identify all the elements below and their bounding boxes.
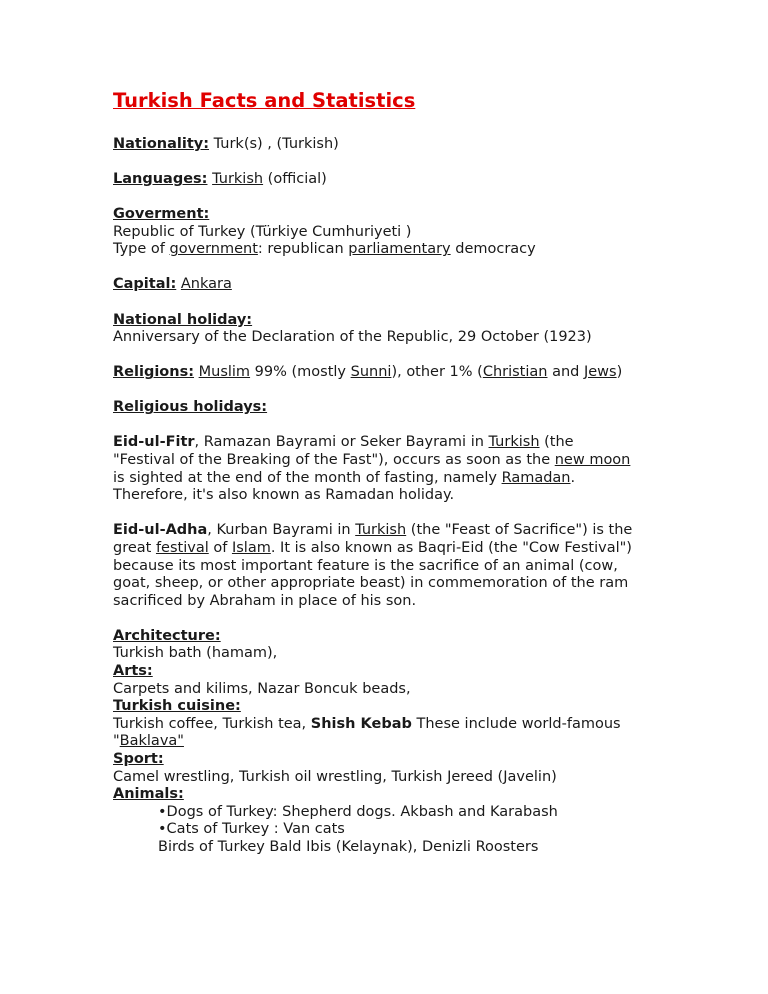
capital-label: Capital: [113, 276, 177, 293]
shish-kebab: Shish Kebab [310, 715, 412, 732]
new-moon-link[interactable]: new moon [554, 452, 631, 469]
animals-label: Animals: [113, 786, 184, 803]
religions-section [113, 364, 713, 382]
eid-fitr-text: "Festival of the Breaking of the Fast"), occurs as soon as the [113, 452, 555, 469]
eid-fitr-paragraph [113, 434, 713, 504]
muslim-link[interactable]: Muslim [198, 364, 251, 381]
eid-adha-name: Eid-ul-Adha [113, 522, 208, 539]
eid-adha-line-2 [113, 540, 713, 558]
languages-section [113, 171, 713, 189]
ramadan-link[interactable]: Ramadan [501, 469, 571, 486]
eid-fitr-line-3 [113, 470, 713, 488]
religions-label: Religions: [113, 364, 195, 381]
eid-adha-text: , Kurban Bayrami in [207, 522, 356, 539]
nationality-section [113, 136, 713, 154]
government-line-2 [113, 241, 713, 259]
languages-label: Languages: [113, 171, 208, 188]
eid-adha-paragraph [113, 522, 713, 610]
turkish-link[interactable]: Turkish [212, 171, 264, 188]
cuisine-label: Turkish cuisine: [113, 698, 241, 715]
eid-fitr-turkish-link[interactable]: Turkish [488, 434, 540, 451]
eid-adha-text: (the "Feast of Sacrifice") is the [406, 522, 633, 539]
cuisine-quote: " [113, 733, 120, 750]
religions-text-2: ), other 1% ( [391, 364, 483, 381]
document-body [113, 88, 713, 857]
religious-holidays-label: Religious holidays: [113, 399, 268, 416]
eid-fitr-line-2 [113, 452, 713, 470]
architecture-label: Architecture: [113, 627, 221, 644]
sunni-link[interactable]: Sunni [350, 364, 392, 381]
ankara-link[interactable]: Ankara [180, 276, 232, 293]
jews-link[interactable]: Jews [583, 364, 617, 381]
government-label: Goverment: [113, 206, 210, 223]
national-holiday-label: National holiday: [113, 311, 253, 328]
nationality-value: Turk(s) , (Turkish) [209, 136, 339, 152]
eid-adha-turkish-link[interactable]: Turkish [355, 522, 407, 539]
eid-adha-text: of [208, 539, 232, 556]
arts-label: Arts: [113, 662, 153, 679]
national-holiday-section [113, 312, 713, 347]
government-text-a: Type of [113, 241, 170, 258]
eid-adha-text: great [113, 539, 156, 556]
architecture-text: Turkish bath (hamam), [113, 645, 278, 662]
eid-fitr-line-4: Therefore, it's also known as Ramadan holiday. [113, 487, 455, 504]
religions-text-4: ) [616, 364, 623, 381]
religious-holidays-section [113, 399, 713, 417]
list-item: Birds of Turkey Bald Ibis (Kelaynak), Denizli Roosters [158, 838, 539, 855]
cuisine-line-2 [113, 733, 713, 751]
christian-link[interactable]: Christian [482, 364, 548, 381]
government-section [113, 206, 713, 259]
capital-section [113, 276, 713, 294]
eid-fitr-line-1 [113, 434, 713, 452]
eid-fitr-name: Eid-ul-Fitr [113, 434, 195, 451]
parliamentary-link[interactable]: parliamentary [348, 241, 451, 258]
list-item: •Dogs of Turkey: Shepherd dogs. Akbash and Karabash [158, 803, 558, 820]
eid-fitr-text: . [570, 469, 576, 486]
eid-adha-text: . It is also known as Baqri-Eid (the "Cow Festival") [270, 539, 632, 556]
arts-section [113, 663, 713, 698]
sport-label: Sport: [113, 750, 164, 767]
cuisine-text: These include world-famous [411, 715, 621, 732]
arts-text: Carpets and kilims, Nazar Boncuk beads, [113, 680, 411, 697]
government-line-1: Republic of Turkey (Türkiye Cumhuriyeti ) [113, 223, 412, 240]
eid-fitr-text: (the [539, 434, 574, 451]
cuisine-section [113, 698, 713, 751]
eid-adha-line-1 [113, 522, 713, 540]
festival-link[interactable]: festival [155, 539, 209, 556]
animals-section [113, 786, 713, 856]
religions-text-3: and [547, 364, 584, 381]
eid-adha-line-4: goat, sheep, or other appropriate beast) in commemoration of the ram [113, 575, 629, 592]
baklava-link[interactable]: Baklava" [119, 733, 184, 750]
sport-section [113, 751, 713, 786]
religions-text-1: 99% (mostly [250, 364, 351, 381]
eid-adha-line-3: because its most important feature is the sacrifice of an animal (cow, [113, 557, 618, 574]
islam-link[interactable]: Islam [231, 539, 271, 556]
national-holiday-text: Anniversary of the Declaration of the Republic, 29 October (1923) [113, 329, 592, 346]
languages-rest: (official) [263, 171, 327, 188]
eid-adha-line-5: sacrificed by Abraham in place of his son. [113, 592, 417, 609]
sport-text: Camel wrestling, Turkish oil wrestling, Turkish Jereed (Javelin) [113, 768, 557, 785]
eid-fitr-text: , Ramazan Bayrami or Seker Bayrami in [194, 434, 489, 451]
cuisine-text: Turkish coffee, Turkish tea, [113, 715, 311, 732]
nationality-label: Nationality: [113, 136, 210, 152]
architecture-section [113, 628, 713, 663]
government-text-b: : republican [257, 241, 349, 258]
cuisine-line-1 [113, 716, 713, 734]
page-title: Turkish Facts and Statistics [113, 89, 416, 112]
government-link[interactable]: government [169, 241, 258, 258]
eid-fitr-text: is sighted at the end of the month of fasting, namely [113, 469, 502, 486]
list-item: •Cats of Turkey : Van cats [158, 821, 345, 838]
government-text-c: democracy [450, 241, 536, 258]
